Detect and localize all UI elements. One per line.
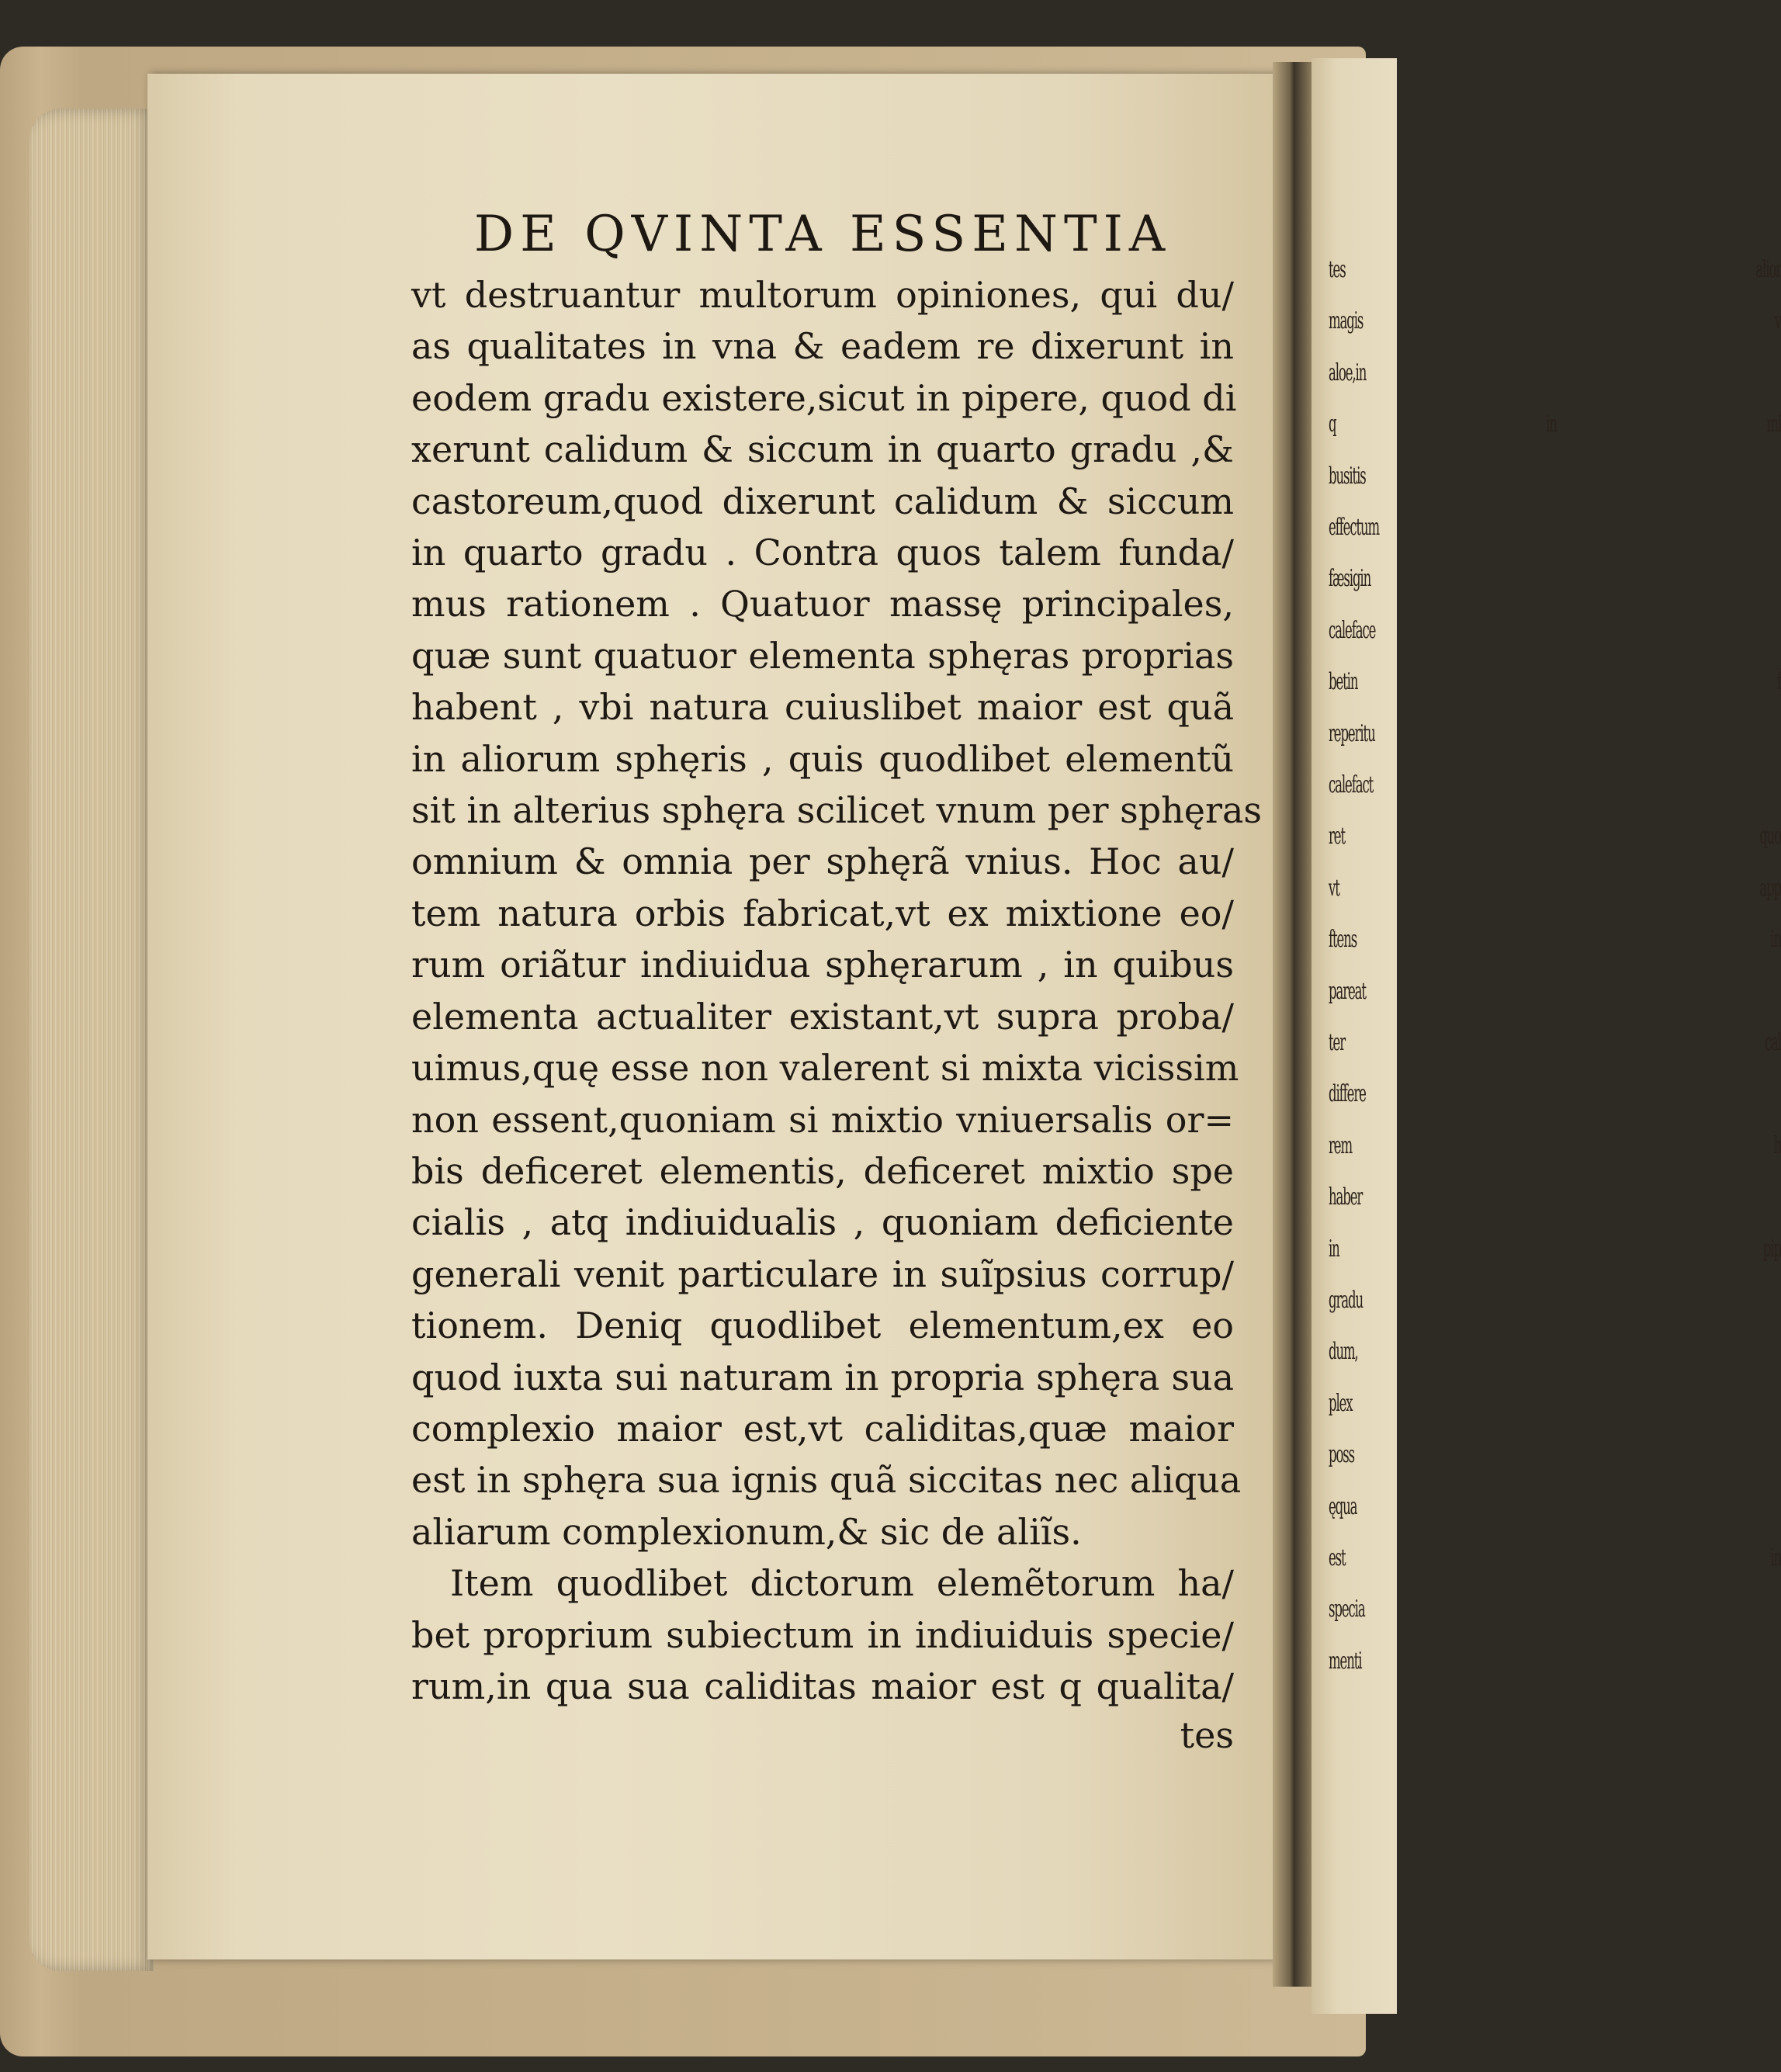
text-line: mus rationem . Quatuor massę principales,	[411, 583, 1234, 625]
text-line: sit in alterius sphęra scilicet vnum per sphęras	[411, 789, 1263, 832]
text-line: castoreum,quod dixerunt calidum & siccum	[411, 480, 1234, 522]
text-line: cialis , atq indiuidualis , quoniam deficiente	[411, 1201, 1234, 1244]
text-line: non essent,quoniam si mixtio vniuersalis or=	[411, 1098, 1234, 1141]
text-line: aliarum complexionum,& sic de aliĩs.	[411, 1510, 1082, 1553]
facing-text-line: rem h	[1329, 1131, 1781, 1159]
text-line: as qualitates in vna & eadem re dixerunt in	[411, 325, 1234, 368]
running-header: DE QVINTA ESSENTIA	[473, 206, 1172, 263]
facing-text-line: menti	[1329, 1647, 1362, 1675]
facing-text-line: ftens in	[1329, 926, 1781, 954]
text-line: bet proprium subiectum in indiuiduis specie/	[411, 1613, 1234, 1656]
text-line: tem natura orbis fabricat,vt ex mixtione eo/	[411, 892, 1234, 934]
facing-text-line: tes alior	[1329, 256, 1781, 283]
text-line: xerunt calidum & siccum in quarto gradu ,&	[411, 428, 1234, 471]
facing-text-line: gradu	[1329, 1287, 1363, 1314]
facing-text-line: fæsigin	[1329, 565, 1371, 593]
text-line: uimus,quę esse non valerent si mixta vicissim	[411, 1047, 1239, 1090]
text-line: omnium & omnia per sphęrã vnius. Hoc au/	[411, 840, 1234, 883]
facing-text-line: pareat	[1329, 977, 1366, 1005]
page-edges	[29, 109, 154, 1971]
text-line: rum oriãtur indiuidua sphęrarum , in quibus	[411, 944, 1234, 986]
facing-text-line: plex	[1329, 1389, 1353, 1417]
facing-text-line: poss	[1329, 1441, 1355, 1469]
text-line: in aliorum sphęris , quis quodlibet elementũ	[411, 737, 1234, 780]
text-line: eodem gradu existere,sicut in pipere, quod di	[411, 376, 1237, 419]
facing-text-line: specia	[1329, 1596, 1365, 1623]
text-line: in quarto gradu . Contra quos talem funda/	[411, 532, 1234, 574]
text-line: rum,in qua sua caliditas maior est q qualita/	[411, 1665, 1234, 1707]
text-line: est in sphęra sua ignis quã siccitas nec aliqua	[411, 1459, 1242, 1502]
facing-text-line: haber	[1329, 1183, 1363, 1211]
facing-text-line: vt app	[1329, 874, 1781, 902]
facing-text-line: ter cal	[1329, 1029, 1781, 1056]
text-line: habent , vbi natura cuiuslibet maior est quã	[411, 686, 1234, 729]
facing-text-line: differe	[1329, 1080, 1366, 1108]
facing-text-line: betin f	[1329, 668, 1781, 696]
facing-text-line: effectum	[1329, 514, 1380, 541]
facing-text-line: q in mi	[1329, 411, 1781, 438]
text-line: Item quodlibet dictorum elemẽtorum ha/	[450, 1562, 1234, 1605]
facing-text-line: caleface	[1329, 616, 1376, 644]
facing-text-line: ęqua	[1329, 1492, 1357, 1520]
text-line: elementa actualiter existant,vt supra proba/	[411, 995, 1234, 1038]
text-line: quod iuxta sui naturam in propria sphęra sua	[411, 1356, 1234, 1398]
text-line: complexio maior est,vt caliditas,quæ maior	[411, 1407, 1234, 1450]
text-line: generali venit particulare in suĩpsius corrup/	[411, 1253, 1234, 1295]
facing-page	[1311, 58, 1781, 2014]
facing-text-line: in pip	[1329, 1235, 1781, 1263]
body-text	[411, 269, 1263, 1712]
facing-text-line: magis v	[1329, 307, 1781, 335]
facing-text-line: ret quo	[1329, 823, 1781, 851]
facing-text-line: est in	[1329, 1544, 1781, 1571]
text-line: quæ sunt quatuor elementa sphęras proprias	[411, 634, 1234, 677]
text-block	[411, 206, 1263, 1758]
catchword: tes	[1180, 1714, 1234, 1757]
facing-text-line: busitis	[1329, 462, 1366, 490]
facing-text-line: reperitu	[1329, 719, 1375, 747]
facing-text-line: dum,	[1329, 1338, 1358, 1366]
text-line: vt destruantur multorum opiniones, qui du/	[411, 274, 1234, 316]
book-gutter	[1273, 62, 1311, 1987]
facing-text-line: calefact	[1329, 771, 1374, 799]
facing-text-line: aloe,in	[1329, 359, 1367, 386]
text-line: tionem. Deniq quodlibet elementum,ex eo	[411, 1305, 1234, 1347]
text-line: bis deficeret elementis, deficeret mixtio spe	[411, 1149, 1234, 1192]
